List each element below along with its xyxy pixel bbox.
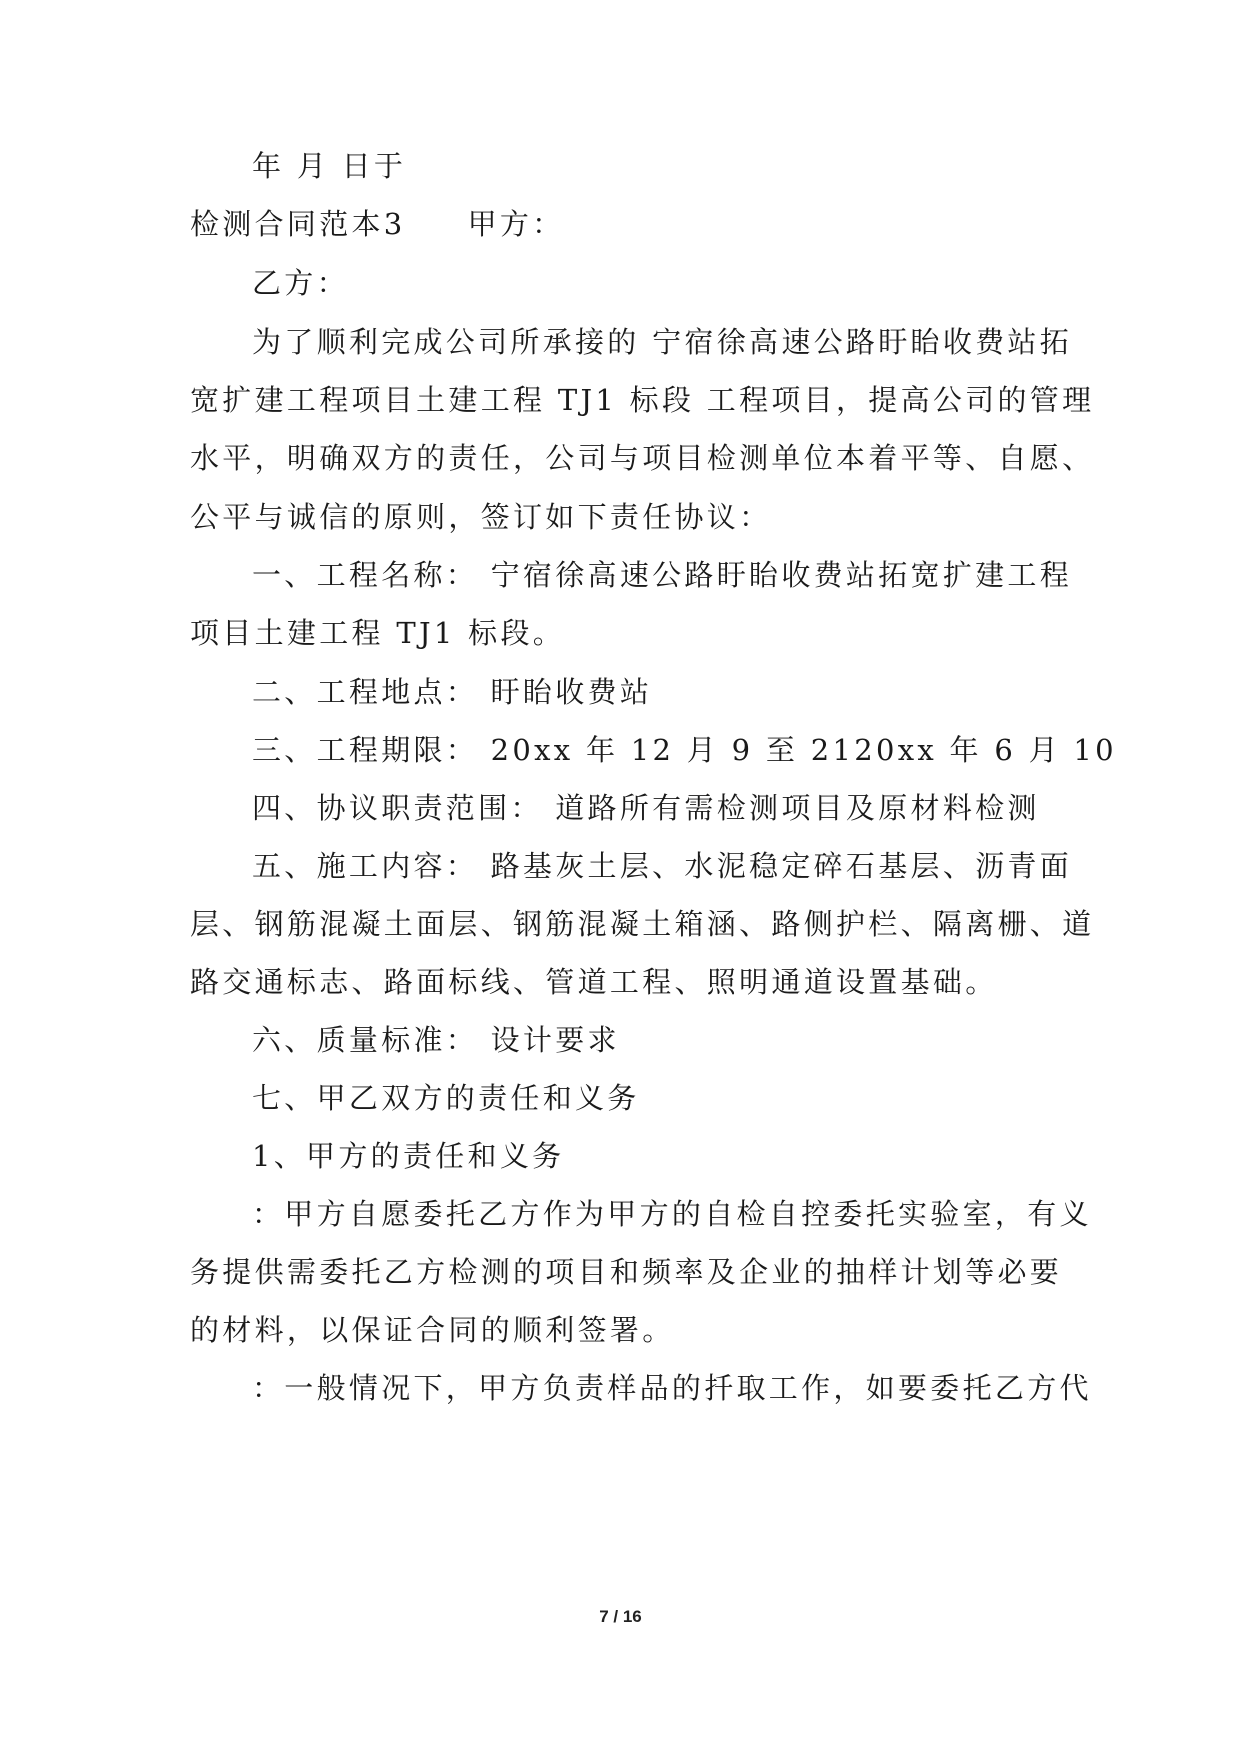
clause-scope: 四、协议职责范围： 道路所有需检测项目及原材料检测 bbox=[252, 791, 1040, 825]
clause-period: 三、工程期限： 20xx 年 12 月 9 至 2120xx 年 6 月 10 bbox=[252, 733, 1117, 767]
paragraph-line: 公平与诚信的原则，签订如下责任协议： bbox=[190, 500, 772, 534]
party-a-label: 甲方： bbox=[467, 207, 565, 241]
party-b-label: 乙方： bbox=[252, 266, 349, 300]
date-line: 年 月 日于 bbox=[252, 149, 407, 183]
clause-project-name-cont: 项目土建工程 TJ1 标段。 bbox=[190, 616, 566, 650]
clause-location: 二、工程地点： 盱眙收费站 bbox=[252, 675, 653, 709]
clause-content-cont: 路交通标志、路面标线、管道工程、照明通道设置基础。 bbox=[190, 965, 998, 999]
subclause-heading: 1、甲方的责任和义务 bbox=[252, 1139, 565, 1173]
paragraph-line: 水平，明确双方的责任，公司与项目检测单位本着平等、自愿、 bbox=[190, 441, 1095, 475]
paragraph-line: 为了顺利完成公司所承接的 宁宿徐高速公路盱眙收费站拓 bbox=[252, 325, 1073, 359]
clause-project-name: 一、工程名称： 宁宿徐高速公路盱眙收费站拓宽扩建工程 bbox=[252, 558, 1073, 592]
clause-content: 五、施工内容： 路基灰土层、水泥稳定碎石基层、沥青面 bbox=[252, 849, 1073, 883]
paragraph-line: 的材料，以保证合同的顺利签署。 bbox=[190, 1313, 675, 1347]
paragraph-line: ：甲方自愿委托乙方作为甲方的自检自控委托实验室，有义 bbox=[252, 1197, 1092, 1231]
title-line bbox=[190, 204, 1070, 244]
clause-quality: 六、质量标准： 设计要求 bbox=[252, 1023, 620, 1057]
clause-duties-heading: 七、甲乙双方的责任和义务 bbox=[252, 1081, 640, 1115]
document-title: 检测合同范本3 bbox=[190, 207, 406, 241]
page-number: 7 / 16 bbox=[599, 1607, 642, 1626]
paragraph-line: 务提供需委托乙方检测的项目和频率及企业的抽样计划等必要 bbox=[190, 1255, 1063, 1289]
paragraph-line: 宽扩建工程项目土建工程 TJ1 标段 工程项目，提高公司的管理 bbox=[190, 383, 1095, 417]
paragraph-line: ：一般情况下，甲方负责样品的扦取工作，如要委托乙方代 bbox=[252, 1371, 1092, 1405]
clause-content-cont: 层、钢筋混凝土面层、钢筋混凝土箱涵、路侧护栏、隔离栅、道 bbox=[190, 907, 1095, 941]
